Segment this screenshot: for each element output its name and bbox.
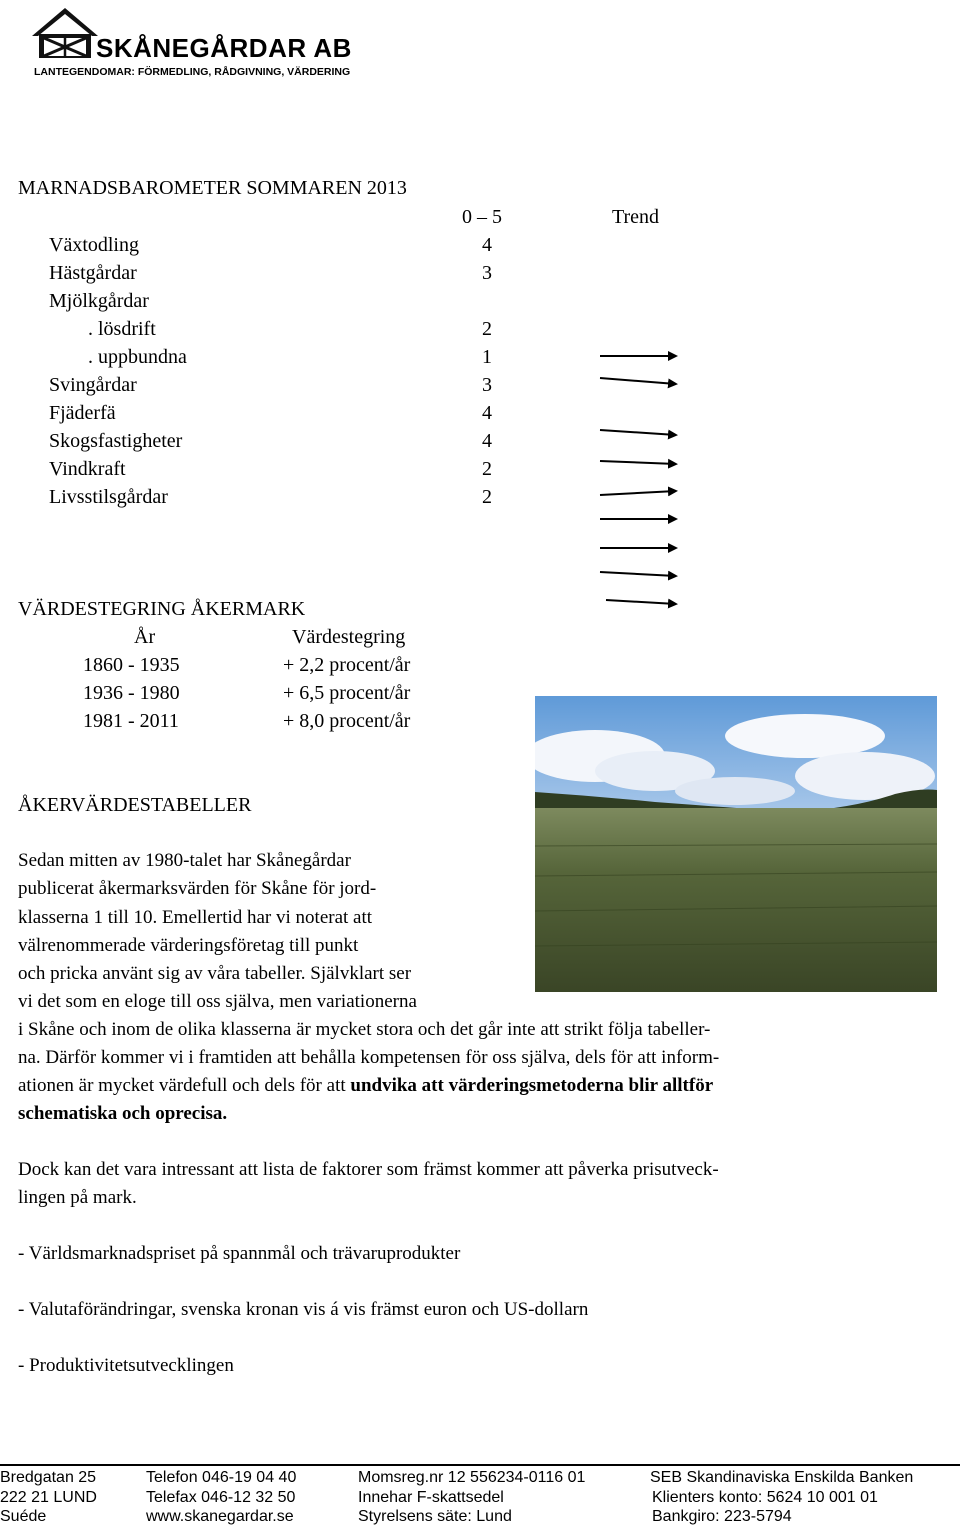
footer-divider	[0, 1464, 960, 1466]
barn-logo-icon	[30, 6, 100, 60]
footer-text: Klienters konto: 5624 10 001 01	[652, 1489, 878, 1506]
barometer-row-value: 1	[482, 346, 492, 368]
vardestegring-period: 1981 - 2011	[83, 710, 179, 732]
barometer-row-label: Växtodling	[49, 234, 139, 256]
trend-arrow-icon	[606, 600, 676, 604]
barometer-row-label: Fjäderfä	[49, 402, 116, 424]
trend-arrows	[596, 344, 686, 614]
vardestegring-value-header: Värdestegring	[292, 626, 406, 648]
vardestegring-title: VÄRDESTEGRING ÅKERMARK	[18, 598, 306, 620]
paragraph-line: i Skåne och inom de olika klasserna är mycket stora och det går inte att strikt följa tabeller-	[18, 1019, 711, 1040]
barometer-row-label: . lösdrift	[88, 318, 156, 340]
footer-text: SEB Skandinaviska Enskilda Banken	[650, 1469, 914, 1486]
paragraph-text: ationen är mycket värdefull och dels för att	[18, 1075, 351, 1096]
paragraph-line: vi det som en eloge till oss själva, men variationerna	[18, 991, 417, 1012]
barometer-row-label: Mjölkgårdar	[49, 290, 149, 312]
company-name: SKÅNEGÅRDAR AB	[96, 33, 352, 63]
trend-arrow-icon	[600, 491, 676, 495]
trend-arrow-icon	[600, 378, 676, 384]
trend-arrow-icon	[600, 572, 676, 576]
factor-item: - Produktivitetsutvecklingen	[18, 1355, 234, 1376]
barometer-row-value: 4	[482, 430, 492, 452]
vardestegring-period: 1936 - 1980	[83, 682, 180, 704]
company-logo	[30, 6, 360, 78]
barometer-row-value: 3	[482, 374, 492, 396]
paragraph-line: välrenommerade värderingsföretag till punkt	[18, 935, 359, 956]
paragraph-line: klasserna 1 till 10. Emellertid har vi noterat att	[18, 907, 373, 928]
footer-text: Innehar F-skattsedel	[358, 1489, 504, 1506]
footer-text: Momsreg.nr 12 556234-0116 01	[358, 1469, 586, 1486]
barometer-row-value: 2	[482, 486, 492, 508]
barometer-row-value: 4	[482, 402, 492, 424]
vardestegring-period: 1860 - 1935	[83, 654, 180, 676]
factors-intro-line: Dock kan det vara intressant att lista de faktorer som främst kommer att påverka prisutveck-	[18, 1159, 719, 1180]
barometer-row-value: 4	[482, 234, 492, 256]
trend-arrow-icon	[600, 430, 676, 435]
paragraph-bold-line: schematiska och oprecisa.	[18, 1103, 228, 1124]
barometer-row-value: 2	[482, 458, 492, 480]
vardestegring-year-header: År	[134, 626, 156, 648]
barometer-trend-header: Trend	[612, 206, 660, 228]
barometer-row-label: Vindkraft	[49, 458, 126, 480]
paragraph-line: na. Därför kommer vi i framtiden att behålla kompetensen för oss själva, dels för att inform-	[18, 1047, 720, 1068]
barometer-row-label: Livsstilsgårdar	[49, 486, 168, 508]
barometer-title: MARNADSBAROMETER SOMMAREN 2013	[18, 177, 407, 199]
barometer-row-value: 3	[482, 262, 492, 284]
wheat-field-photo	[535, 696, 937, 992]
barometer-row-label: Skogsfastigheter	[49, 430, 183, 452]
barometer-row-label: . uppbundna	[88, 346, 187, 368]
paragraph-bold-text: undvika att värderingsmetoderna blir alltför	[350, 1075, 714, 1096]
company-tagline: LANTEGENDOMAR: FÖRMEDLING, RÅDGIVNING, VÄRDERING	[34, 66, 351, 78]
akervarde-title: ÅKERVÄRDESTABELLER	[18, 794, 252, 816]
factors-intro-line: lingen på mark.	[18, 1187, 137, 1208]
barometer-row-value: 2	[482, 318, 492, 340]
footer-text: Suéde	[0, 1508, 47, 1525]
vardestegring-value: + 8,0 procent/år	[283, 710, 411, 732]
footer-text: Styrelsens säte: Lund	[358, 1508, 512, 1525]
footer-text: Telefax 046-12 32 50	[146, 1489, 296, 1506]
footer-website-link[interactable]: www.skanegardar.se	[146, 1508, 294, 1525]
footer-text: Bredgatan 25	[0, 1469, 97, 1486]
trend-arrow-icon	[600, 461, 676, 464]
paragraph-line: Sedan mitten av 1980-talet har Skånegårdar	[18, 850, 351, 871]
footer-text: Telefon 046-19 04 40	[146, 1469, 297, 1486]
barometer-scale-header: 0 – 5	[462, 206, 502, 228]
barometer-row-label: Svingårdar	[49, 374, 137, 396]
vardestegring-value: + 2,2 procent/år	[283, 654, 411, 676]
footer-text: 222 21 LUND	[0, 1489, 97, 1506]
footer-text: Bankgiro: 223-5794	[652, 1508, 792, 1525]
paragraph-line	[18, 1072, 713, 1101]
paragraph-line: publicerat åkermarksvärden för Skåne för jord-	[18, 878, 377, 899]
factor-item: - Valutaförändringar, svenska kronan vis á vis främst euron och US-dollarn	[18, 1299, 589, 1320]
barometer-row-label: Hästgårdar	[49, 262, 137, 284]
factor-item: - Världsmarknadspriset på spannmål och trävaruprodukter	[18, 1243, 461, 1264]
vardestegring-value: + 6,5 procent/år	[283, 682, 411, 704]
paragraph-line: och pricka använt sig av våra tabeller. Självklart ser	[18, 963, 412, 984]
